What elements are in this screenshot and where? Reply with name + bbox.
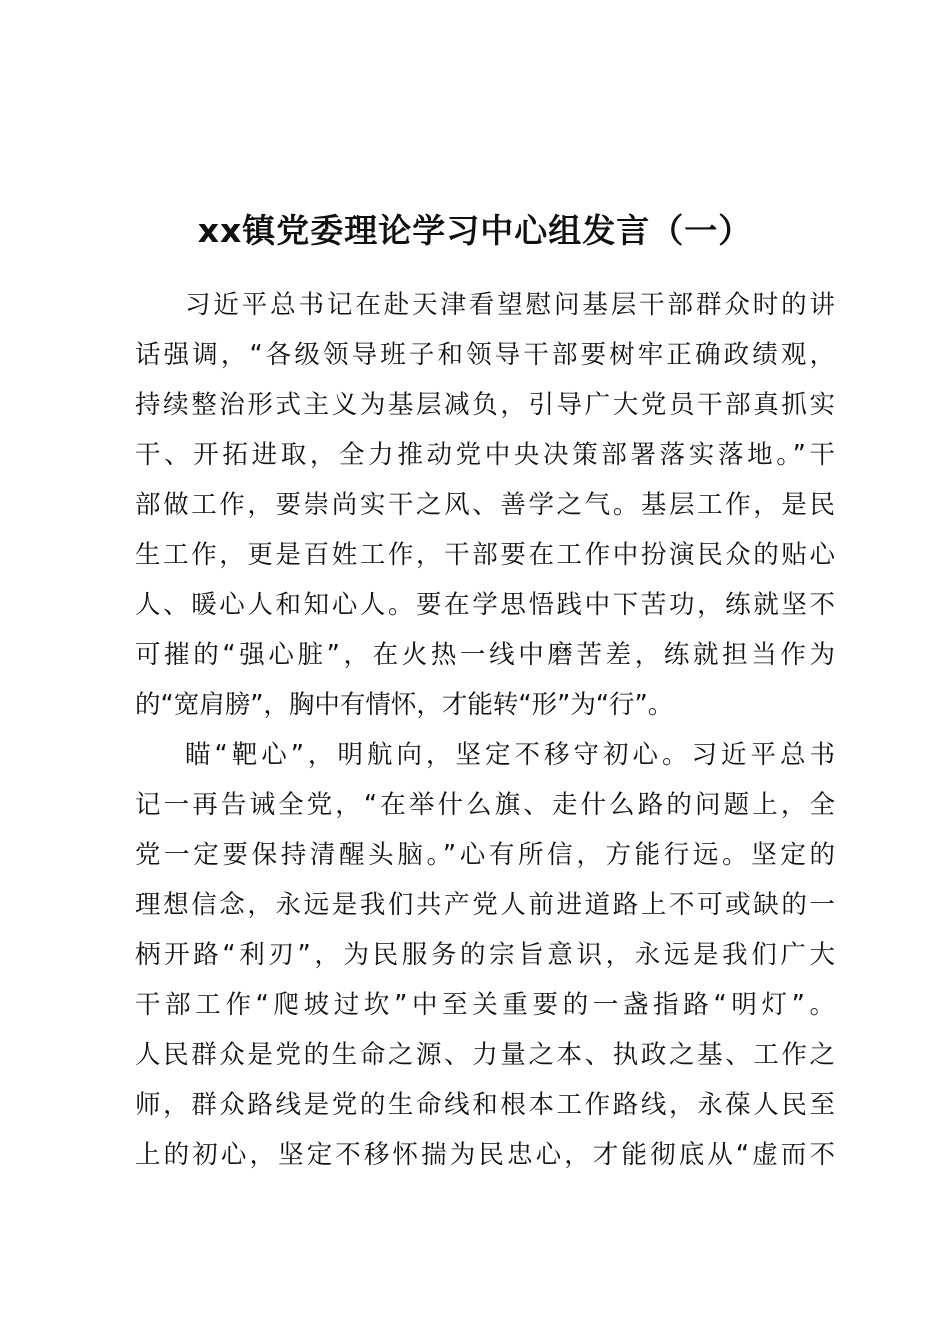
document-title: xx镇党委理论学习中心组发言（一） [197,211,753,250]
paragraph-2-line: 记一再告诫全党，“在举什么旗、走什么路的问题上，全 [135,790,835,820]
paragraph-1-line: 习近平总书记在赴天津看望慰问基层干部群众时的讲 [185,290,835,320]
paragraph-1-line: 可摧的“强心脏”，在火热一线中磨苦差，练就担当作为 [135,640,835,670]
paragraph-2-line: 干部工作“爬坡过坎”中至关重要的一盏指路“明灯”。 [135,990,835,1020]
paragraph-2-line: 人民群众是党的生命之源、力量之本、执政之基、工作之 [135,1040,835,1070]
paragraph-2-line: 柄开路“利刃”，为民服务的宗旨意识，永远是我们广大 [135,940,835,970]
paragraph-1-line: 人、暖心人和知心人。要在学思悟践中下苦功，练就坚不 [135,590,835,620]
paragraph-1-line: 话强调，“各级领导班子和领导干部要树牢正确政绩观， [135,340,835,370]
paragraph-2-line: 理想信念，永远是我们共产党人前进道路上不可或缺的一 [135,890,835,920]
paragraph-2-line: 师，群众路线是党的生命线和根本工作路线，永葆人民至 [135,1090,835,1120]
document-body [135,280,835,1180]
paragraph-1-line: 部做工作，要崇尚实干之风、善学之气。基层工作，是民 [135,490,835,520]
paragraph-2-line: 瞄“靶心”，明航向，坚定不移守初心。习近平总书 [185,740,835,770]
paragraph-2-line: 上的初心，坚定不移怀揣为民忠心，才能彻底从“虚而不 [135,1140,835,1170]
paragraph-2-line: 党一定要保持清醒头脑。”心有所信，方能行远。坚定的 [135,840,835,870]
paragraph-1-line: 干、开拓进取，全力推动党中央决策部署落实落地。”干 [135,440,835,470]
paragraph-1-line: 持续整治形式主义为基层减负，引导广大党员干部真抓实 [135,390,835,420]
paragraph-1-line: 的“宽肩膀”，胸中有情怀，才能转“形”为“行”。 [135,690,674,720]
paragraph-1-line: 生工作，更是百姓工作，干部要在工作中扮演民众的贴心 [135,540,835,570]
